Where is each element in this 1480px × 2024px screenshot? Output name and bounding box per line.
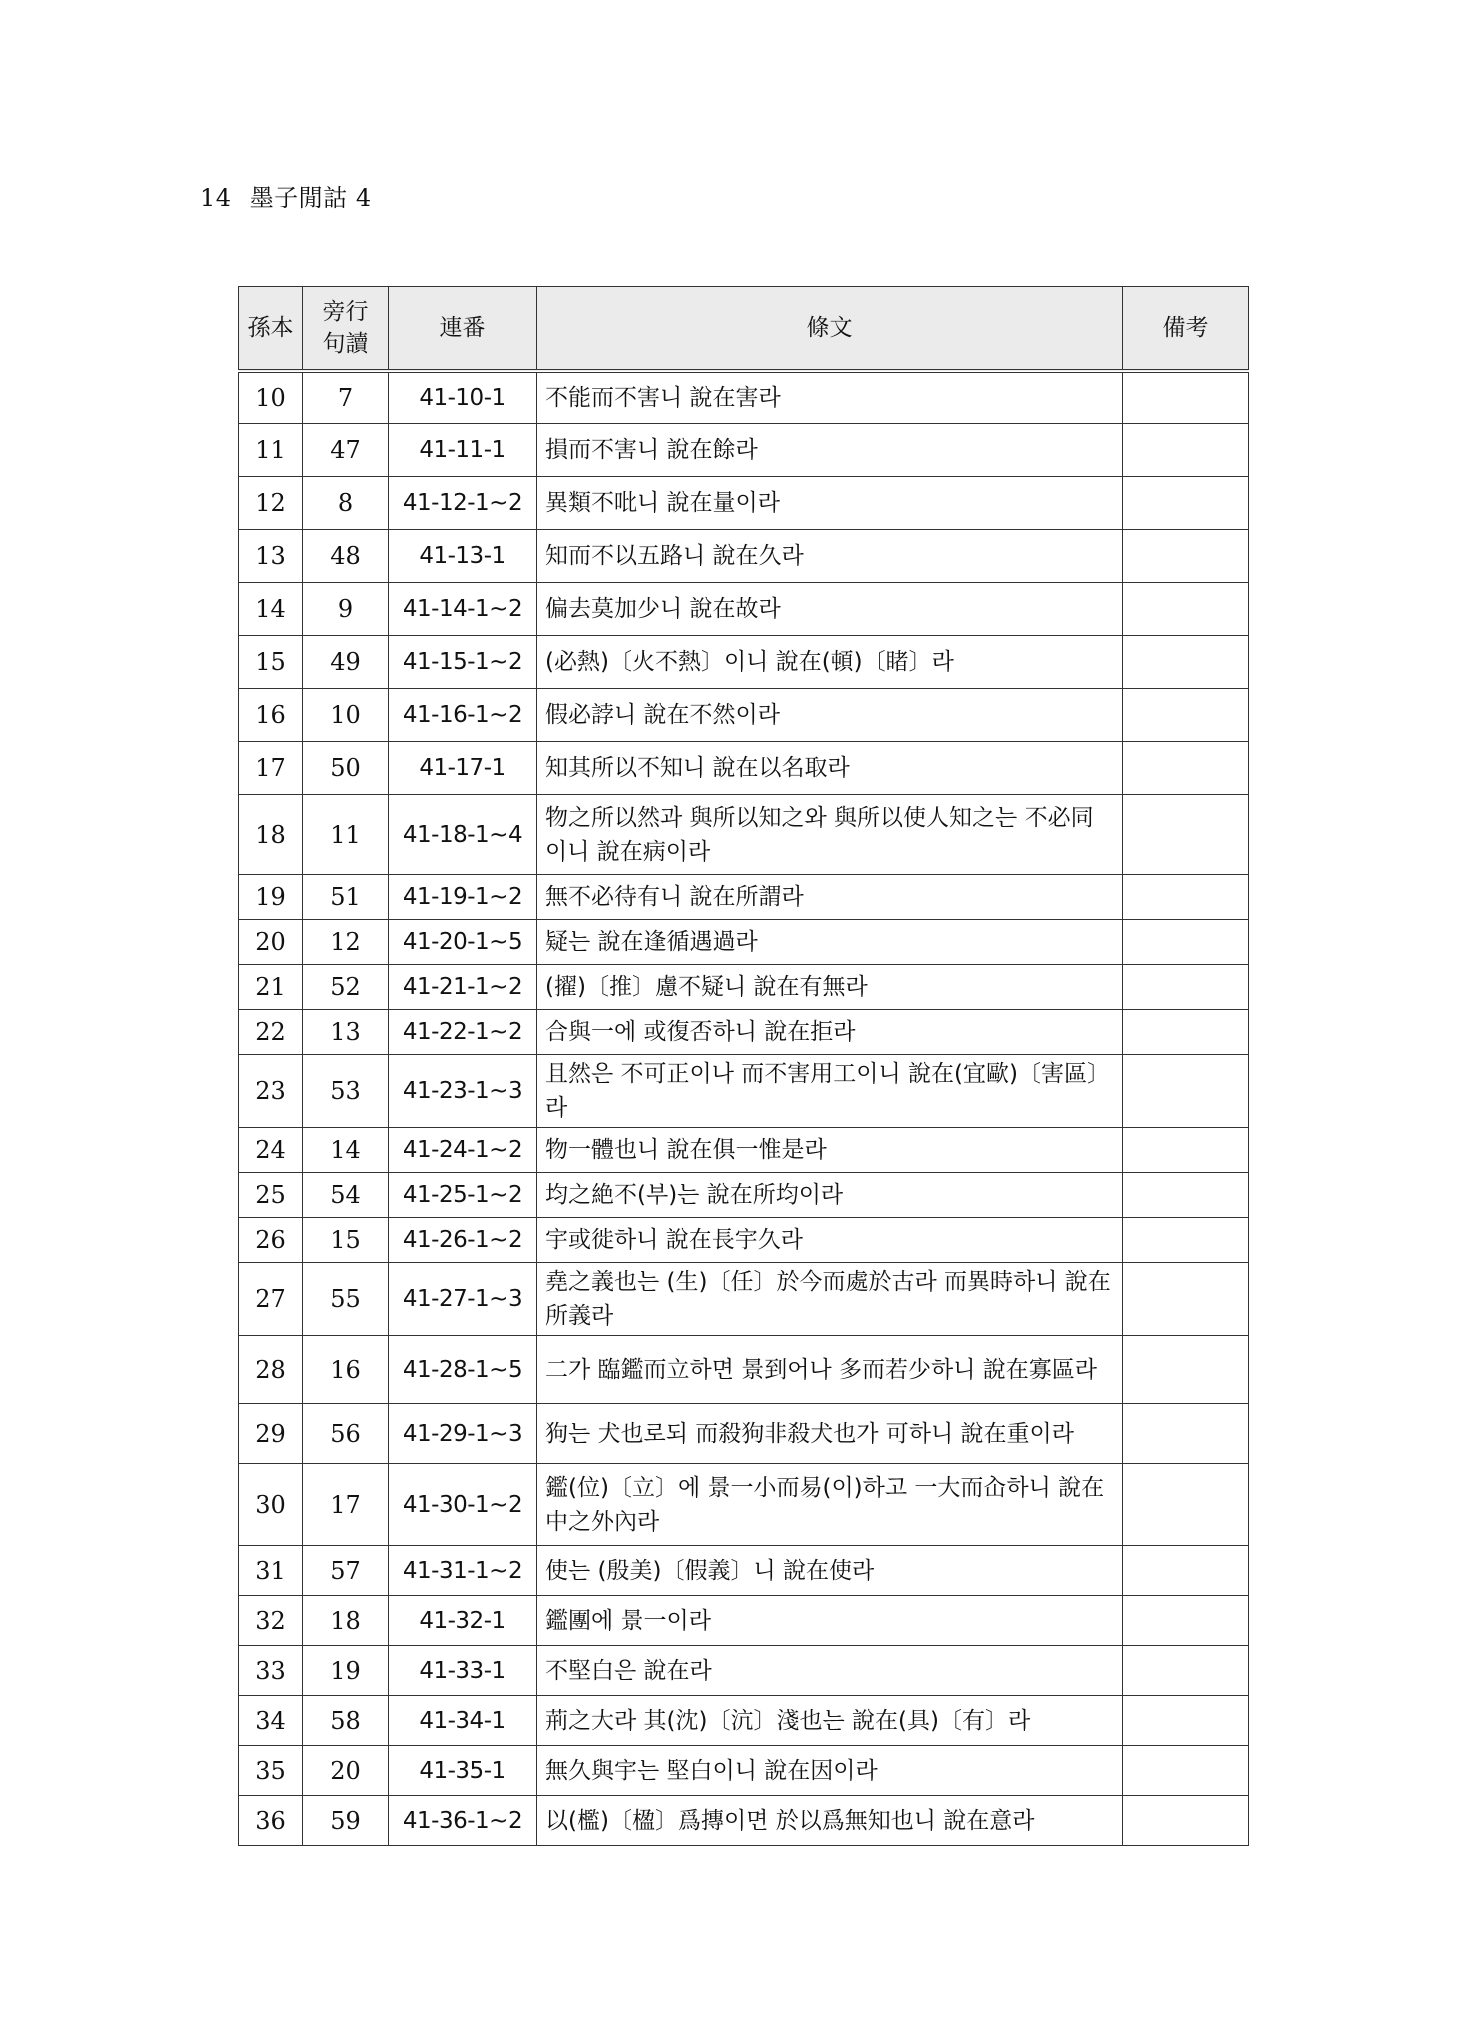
cell-text: 狗는 犬也로되 而殺狗非殺犬也가 可하니 說在重이라	[537, 1404, 1123, 1464]
column-header-pang: 旁行 句讀	[303, 287, 389, 371]
cell-sun: 21	[239, 965, 303, 1010]
cell-pang: 56	[303, 1404, 389, 1464]
cell-text: (必熱)〔火不熱〕이니 說在(頓)〔睹〕라	[537, 636, 1123, 689]
cell-pang: 51	[303, 875, 389, 920]
cell-text: 合與一에 或復否하니 說在拒라	[537, 1010, 1123, 1055]
table-row	[239, 920, 1249, 965]
cell-text: 鑑(位)〔立〕에 景一小而易(이)하고 一大而屳하니 說在中之外內라	[537, 1464, 1123, 1546]
cell-note	[1123, 1546, 1249, 1596]
cell-text: 以(檻)〔楹〕爲摶이면 於以爲無知也니 說在意라	[537, 1796, 1123, 1846]
cell-note	[1123, 477, 1249, 530]
cell-serial: 41-10-1	[389, 371, 537, 424]
cell-sun: 24	[239, 1128, 303, 1173]
cell-serial: 41-27-1~3	[389, 1263, 537, 1336]
cell-text: 無不必待有니 說在所謂라	[537, 875, 1123, 920]
cell-serial: 41-32-1	[389, 1596, 537, 1646]
cell-note	[1123, 1404, 1249, 1464]
cell-serial: 41-31-1~2	[389, 1546, 537, 1596]
cell-sun: 16	[239, 689, 303, 742]
cell-sun: 14	[239, 583, 303, 636]
cell-serial: 41-36-1~2	[389, 1796, 537, 1846]
content-table	[238, 286, 1249, 1846]
cell-serial: 41-29-1~3	[389, 1404, 537, 1464]
cell-pang: 47	[303, 424, 389, 477]
cell-sun: 22	[239, 1010, 303, 1055]
cell-note	[1123, 1596, 1249, 1646]
cell-pang: 55	[303, 1263, 389, 1336]
cell-pang: 18	[303, 1596, 389, 1646]
cell-sun: 27	[239, 1263, 303, 1336]
cell-serial: 41-15-1~2	[389, 636, 537, 689]
cell-serial: 41-13-1	[389, 530, 537, 583]
table-row	[239, 1055, 1249, 1128]
cell-serial: 41-23-1~3	[389, 1055, 537, 1128]
table-row	[239, 1596, 1249, 1646]
column-header-sun: 孫本	[239, 287, 303, 371]
cell-pang: 54	[303, 1173, 389, 1218]
cell-text: 知而不以五路니 說在久라	[537, 530, 1123, 583]
cell-sun: 10	[239, 371, 303, 424]
cell-text: 二가 臨鑑而立하면 景到어나 多而若少하니 說在寡區라	[537, 1336, 1123, 1404]
cell-pang: 17	[303, 1464, 389, 1546]
cell-text: 疑는 說在逢循遇過라	[537, 920, 1123, 965]
cell-text: 知其所以不知니 說在以名取라	[537, 742, 1123, 795]
cell-serial: 41-16-1~2	[389, 689, 537, 742]
cell-pang: 12	[303, 920, 389, 965]
cell-sun: 33	[239, 1646, 303, 1696]
cell-note	[1123, 1336, 1249, 1404]
cell-pang: 8	[303, 477, 389, 530]
cell-note	[1123, 424, 1249, 477]
cell-serial: 41-34-1	[389, 1696, 537, 1746]
cell-note	[1123, 875, 1249, 920]
cell-text: 不堅白은 說在라	[537, 1646, 1123, 1696]
cell-sun: 17	[239, 742, 303, 795]
cell-serial: 41-11-1	[389, 424, 537, 477]
cell-note	[1123, 1796, 1249, 1846]
cell-note	[1123, 1128, 1249, 1173]
cell-text: 且然은 不可正이나 而不害用工이니 說在(宜歐)〔害區〕라	[537, 1055, 1123, 1128]
cell-sun: 26	[239, 1218, 303, 1263]
cell-pang: 10	[303, 689, 389, 742]
table-row	[239, 1263, 1249, 1336]
cell-serial: 41-17-1	[389, 742, 537, 795]
table-row	[239, 1796, 1249, 1846]
cell-text: 偏去莫加少니 說在故라	[537, 583, 1123, 636]
cell-text: 物一體也니 說在俱一惟是라	[537, 1128, 1123, 1173]
cell-note	[1123, 1696, 1249, 1746]
cell-text: 荊之大라 其(沈)〔沆〕淺也는 說在(具)〔有〕라	[537, 1696, 1123, 1746]
column-header-note: 備考	[1123, 287, 1249, 371]
table-row	[239, 1546, 1249, 1596]
table-row	[239, 371, 1249, 424]
cell-sun: 20	[239, 920, 303, 965]
table-row	[239, 583, 1249, 636]
cell-pang: 15	[303, 1218, 389, 1263]
cell-note	[1123, 636, 1249, 689]
cell-pang: 50	[303, 742, 389, 795]
cell-text: 假必誖니 說在不然이라	[537, 689, 1123, 742]
cell-sun: 13	[239, 530, 303, 583]
cell-pang: 49	[303, 636, 389, 689]
cell-serial: 41-33-1	[389, 1646, 537, 1696]
cell-note	[1123, 1173, 1249, 1218]
cell-sun: 34	[239, 1696, 303, 1746]
cell-note	[1123, 1746, 1249, 1796]
cell-serial: 41-30-1~2	[389, 1464, 537, 1546]
column-header-text: 條文	[537, 287, 1123, 371]
table-row	[239, 1010, 1249, 1055]
cell-note	[1123, 583, 1249, 636]
table-row	[239, 424, 1249, 477]
cell-sun: 28	[239, 1336, 303, 1404]
cell-pang: 16	[303, 1336, 389, 1404]
table-row	[239, 477, 1249, 530]
cell-serial: 41-14-1~2	[389, 583, 537, 636]
cell-text: (擢)〔推〕慮不疑니 說在有無라	[537, 965, 1123, 1010]
cell-pang: 57	[303, 1546, 389, 1596]
cell-serial: 41-26-1~2	[389, 1218, 537, 1263]
cell-pang: 52	[303, 965, 389, 1010]
table-body	[239, 371, 1249, 1846]
cell-text: 均之絶不(부)는 說在所均이라	[537, 1173, 1123, 1218]
cell-note	[1123, 371, 1249, 424]
cell-serial: 41-19-1~2	[389, 875, 537, 920]
cell-sun: 23	[239, 1055, 303, 1128]
cell-serial: 41-20-1~5	[389, 920, 537, 965]
table-row	[239, 965, 1249, 1010]
cell-pang: 53	[303, 1055, 389, 1128]
cell-serial: 41-25-1~2	[389, 1173, 537, 1218]
table-row	[239, 742, 1249, 795]
cell-sun: 29	[239, 1404, 303, 1464]
cell-pang: 48	[303, 530, 389, 583]
cell-note	[1123, 1263, 1249, 1336]
cell-sun: 30	[239, 1464, 303, 1546]
table-row	[239, 1696, 1249, 1746]
table-row	[239, 1128, 1249, 1173]
cell-serial: 41-21-1~2	[389, 965, 537, 1010]
cell-text: 異類不吡니 說在量이라	[537, 477, 1123, 530]
cell-serial: 41-18-1~4	[389, 795, 537, 875]
cell-note	[1123, 1218, 1249, 1263]
cell-note	[1123, 530, 1249, 583]
table-header-row	[239, 287, 1249, 371]
cell-serial: 41-35-1	[389, 1746, 537, 1796]
cell-note	[1123, 689, 1249, 742]
cell-sun: 32	[239, 1596, 303, 1646]
cell-pang: 14	[303, 1128, 389, 1173]
cell-pang: 13	[303, 1010, 389, 1055]
cell-serial: 41-22-1~2	[389, 1010, 537, 1055]
cell-pang: 11	[303, 795, 389, 875]
cell-serial: 41-12-1~2	[389, 477, 537, 530]
table-row	[239, 875, 1249, 920]
table-row	[239, 1173, 1249, 1218]
running-head	[200, 178, 382, 213]
cell-pang: 20	[303, 1746, 389, 1796]
cell-sun: 11	[239, 424, 303, 477]
cell-pang: 58	[303, 1696, 389, 1746]
cell-serial: 41-28-1~5	[389, 1336, 537, 1404]
cell-note	[1123, 920, 1249, 965]
cell-note	[1123, 1055, 1249, 1128]
cell-sun: 35	[239, 1746, 303, 1796]
column-header-serial: 連番	[389, 287, 537, 371]
table-row	[239, 530, 1249, 583]
cell-serial: 41-24-1~2	[389, 1128, 537, 1173]
cell-sun: 19	[239, 875, 303, 920]
cell-pang: 19	[303, 1646, 389, 1696]
table-row	[239, 1464, 1249, 1546]
table-row	[239, 636, 1249, 689]
cell-sun: 18	[239, 795, 303, 875]
cell-sun: 31	[239, 1546, 303, 1596]
table-row	[239, 1404, 1249, 1464]
book-title: 墨子閒詁 4	[249, 184, 372, 212]
cell-text: 使는 (殷美)〔假義〕니 說在使라	[537, 1546, 1123, 1596]
cell-note	[1123, 742, 1249, 795]
cell-sun: 15	[239, 636, 303, 689]
cell-text: 損而不害니 說在餘라	[537, 424, 1123, 477]
cell-sun: 12	[239, 477, 303, 530]
cell-note	[1123, 1010, 1249, 1055]
cell-sun: 25	[239, 1173, 303, 1218]
cell-pang: 59	[303, 1796, 389, 1846]
cell-note	[1123, 1646, 1249, 1696]
cell-text: 物之所以然과 與所以知之와 與所以使人知之는 不必同이니 說在病이라	[537, 795, 1123, 875]
cell-text: 堯之義也는 (生)〔任〕於今而處於古라 而異時하니 說在所義라	[537, 1263, 1123, 1336]
table-row	[239, 1646, 1249, 1696]
table-row	[239, 1336, 1249, 1404]
cell-note	[1123, 1464, 1249, 1546]
cell-note	[1123, 795, 1249, 875]
cell-note	[1123, 965, 1249, 1010]
page-number: 14	[200, 184, 232, 212]
cell-sun: 36	[239, 1796, 303, 1846]
cell-text: 宇或徙하니 說在長宇久라	[537, 1218, 1123, 1263]
table-row	[239, 795, 1249, 875]
cell-text: 不能而不害니 說在害라	[537, 371, 1123, 424]
table-row	[239, 1746, 1249, 1796]
cell-text: 無久與宇는 堅白이니 說在因이라	[537, 1746, 1123, 1796]
table-row	[239, 1218, 1249, 1263]
cell-pang: 7	[303, 371, 389, 424]
cell-pang: 9	[303, 583, 389, 636]
cell-text: 鑑團에 景一이라	[537, 1596, 1123, 1646]
table-row	[239, 689, 1249, 742]
